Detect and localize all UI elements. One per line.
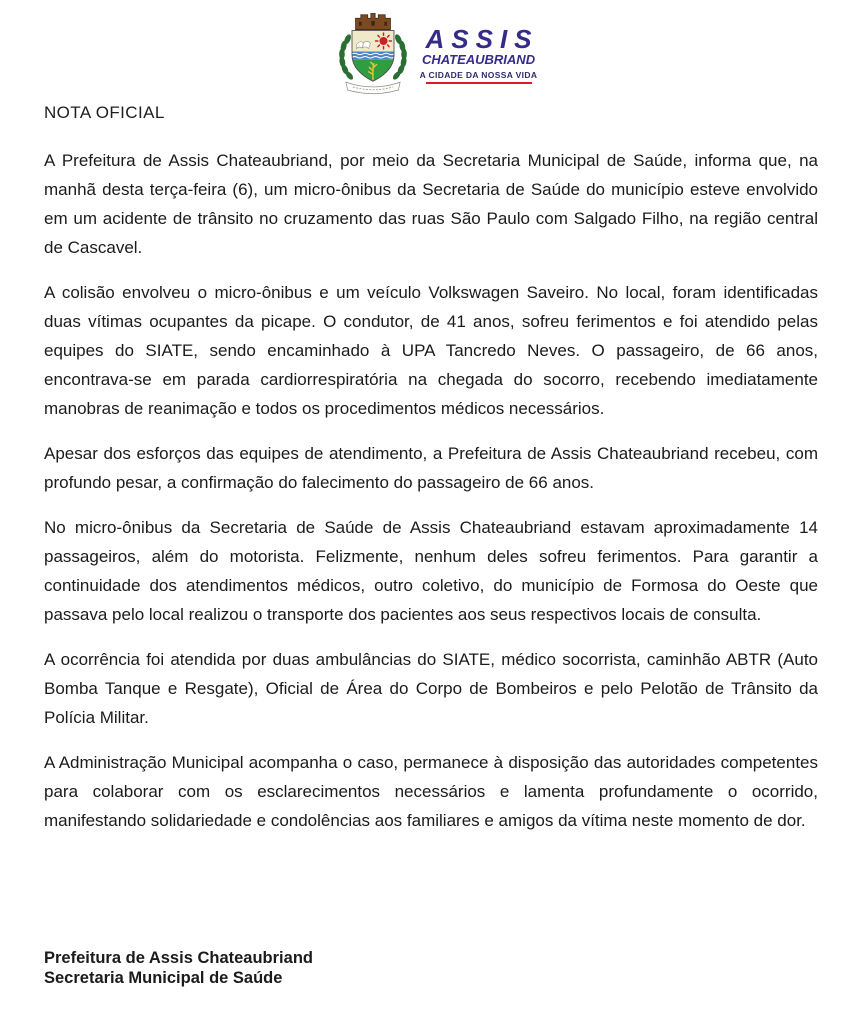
logo-wordmark bbox=[419, 23, 539, 84]
note-paragraphs bbox=[44, 146, 818, 835]
paragraph-4: No micro-ônibus da Secretaria de Saúde de Assis Chateaubriand estavam aproximadamente 14 passageiros, além do motorista. Felizmente, nenhum deles sofreu ferimentos. Para garantir a continuidade dos atendimentos médicos, outro coletivo, do município de Formosa do Oeste que passava pelo local realizou o transporte dos pacientes aos seus respectivos locais de consulta. bbox=[44, 518, 818, 624]
tagline-red-underline bbox=[426, 82, 532, 84]
note-body bbox=[0, 103, 860, 835]
signature-org: Prefeitura de Assis Chateaubriand bbox=[44, 949, 313, 967]
mural-crown-icon bbox=[355, 13, 390, 30]
wavy-band-icon bbox=[352, 52, 394, 60]
sun-icon bbox=[375, 33, 391, 49]
note-title: NOTA OFICIAL bbox=[44, 103, 165, 122]
paragraph-5: A ocorrência foi atendida por duas ambulâncias do SIATE, médico socorrista, caminhão ABTR (Auto Bomba Tanque e Resgate), Oficial de Área do Corpo de Bombeiros e pelo Pelotão de Trânsito da Polícia Militar. bbox=[44, 650, 818, 727]
scroll-ribbon-icon bbox=[345, 82, 399, 94]
coat-of-arms-icon bbox=[329, 13, 417, 97]
city-name-text: ASSIS bbox=[425, 23, 539, 54]
signature-block bbox=[44, 948, 313, 988]
paragraph-3: Apesar dos esforços das equipes de atendimento, a Prefeitura de Assis Chateaubriand recebeu, com profundo pesar, a confirmação do falecimento do passageiro de 66 anos. bbox=[44, 444, 818, 492]
signature-department: Secretaria Municipal de Saúde bbox=[44, 969, 283, 987]
paragraph-2: A colisão envolveu o micro-ônibus e um veículo Volkswagen Saveiro. No local, foram identificadas duas vítimas ocupantes da picape. O condutor, de 41 anos, sofreu ferimentos e foi atendido pelas equipes do SIATE, sendo encaminhado à UPA Tancredo Neves. O passageiro, de 66 anos, encontrava-se em parada cardiorrespiratória na chegada do socorro, recebendo imediatamente manobras de reanimação e todos os procedimentos médicos necessários. bbox=[44, 283, 818, 418]
city-tagline-text: A CIDADE DA NOSSA VIDA bbox=[419, 70, 538, 81]
city-name-line2-text: CHATEAUBRIAND bbox=[421, 51, 536, 67]
shield-icon bbox=[352, 31, 394, 83]
paragraph-1: A Prefeitura de Assis Chateaubriand, por meio da Secretaria Municipal de Saúde, informa que, na manhã desta terça-feira (6), um micro-ônibus da Secretaria de Saúde do município esteve envolvido em um acidente de trânsito no cruzamento das ruas São Paulo com Salgado Filho, na região central de Cascavel. bbox=[44, 151, 818, 257]
paragraph-6: A Administração Municipal acompanha o caso, permanece à disposição das autoridades competentes para colaborar com os esclarecimentos necessários e lamenta profundamente o ocorrido, manifestando solidariedade e condolências aos familiares e amigos da vítima neste momento de dor. bbox=[44, 753, 818, 830]
municipal-logo bbox=[0, 0, 860, 97]
